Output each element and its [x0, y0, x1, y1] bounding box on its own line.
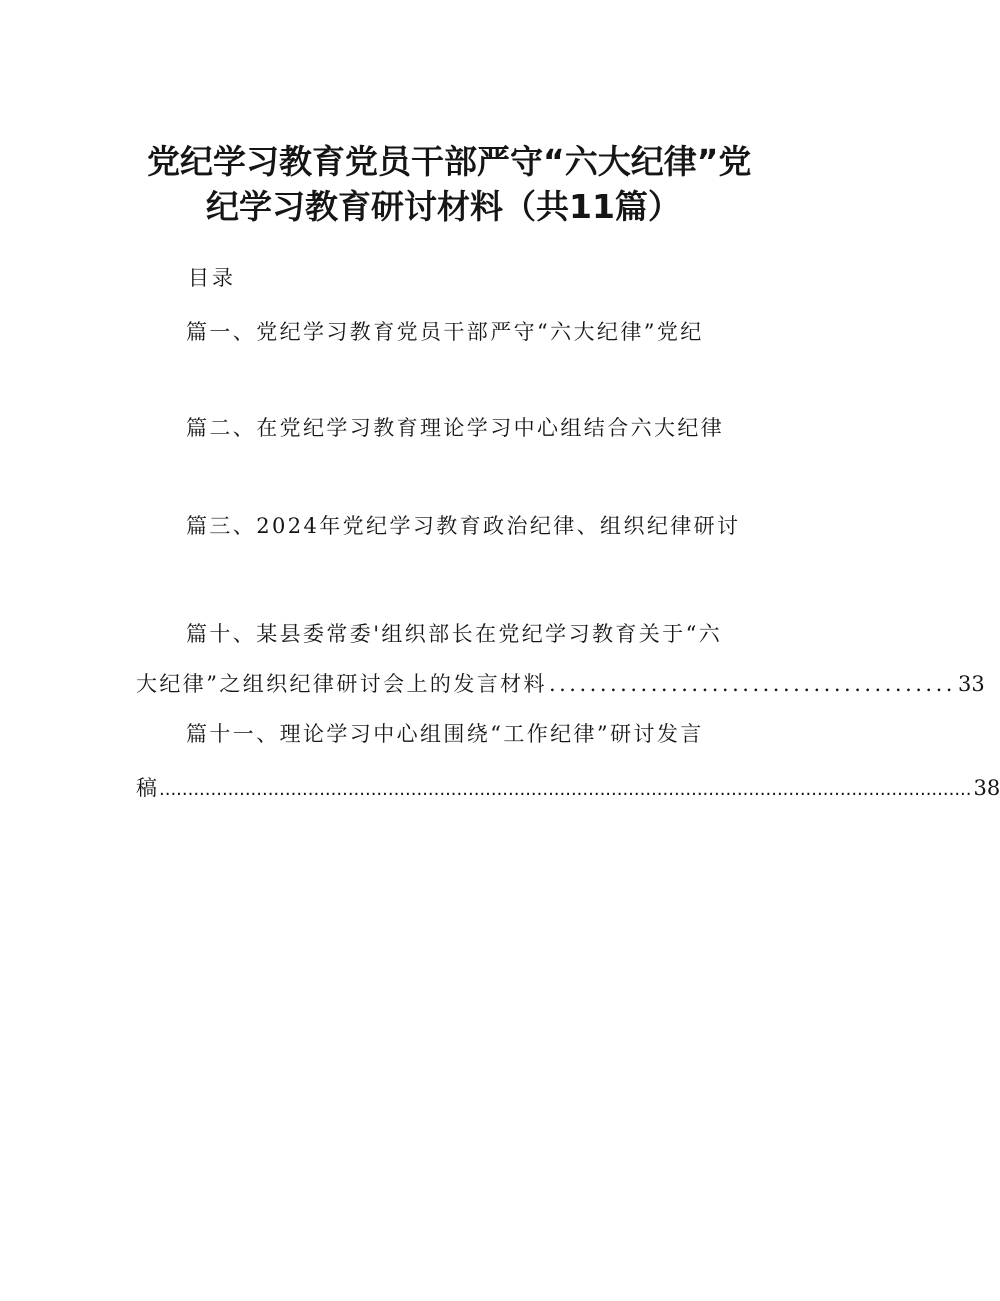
toc-leader-dots: ........................................ — [548, 672, 956, 696]
toc-entry-11-line-2[interactable] — [136, 772, 1000, 802]
toc-heading: 目录 — [188, 266, 236, 290]
toc-entry-10-line-2[interactable] — [136, 668, 985, 698]
toc-entry-11-line-1[interactable]: 篇十一、理论学习中心组围绕“工作纪律”研讨发言 — [186, 722, 704, 746]
toc-page-number: 33 — [957, 672, 985, 696]
toc-entry-11-text: 稿 — [136, 776, 157, 800]
toc-entry-3[interactable]: 篇三、2024年党纪学习教育政治纪律、组织纪律研讨 — [186, 514, 741, 538]
toc-entry-1[interactable]: 篇一、党纪学习教育党员干部严守“六大纪律”党纪 — [186, 320, 704, 344]
toc-entry-10-line-1[interactable]: 篇十、某县委常委'组织部长在党纪学习教育关于“六 — [186, 622, 723, 646]
toc-entry-10-text: 大纪律”之组织纪律研讨会上的发言材料 — [136, 672, 547, 696]
toc-leader-dots: .............................................................................................................................................. — [159, 779, 972, 800]
toc-entry-2[interactable]: 篇二、在党纪学习教育理论学习中心组结合六大纪律 — [186, 416, 725, 440]
toc-page-number: 38 — [973, 776, 1000, 800]
document-title-line-2: 纪学习教育研讨材料（共11篇） — [206, 187, 681, 226]
document-title-line-1: 党纪学习教育党员干部严守“六大纪律”党 — [147, 142, 752, 181]
